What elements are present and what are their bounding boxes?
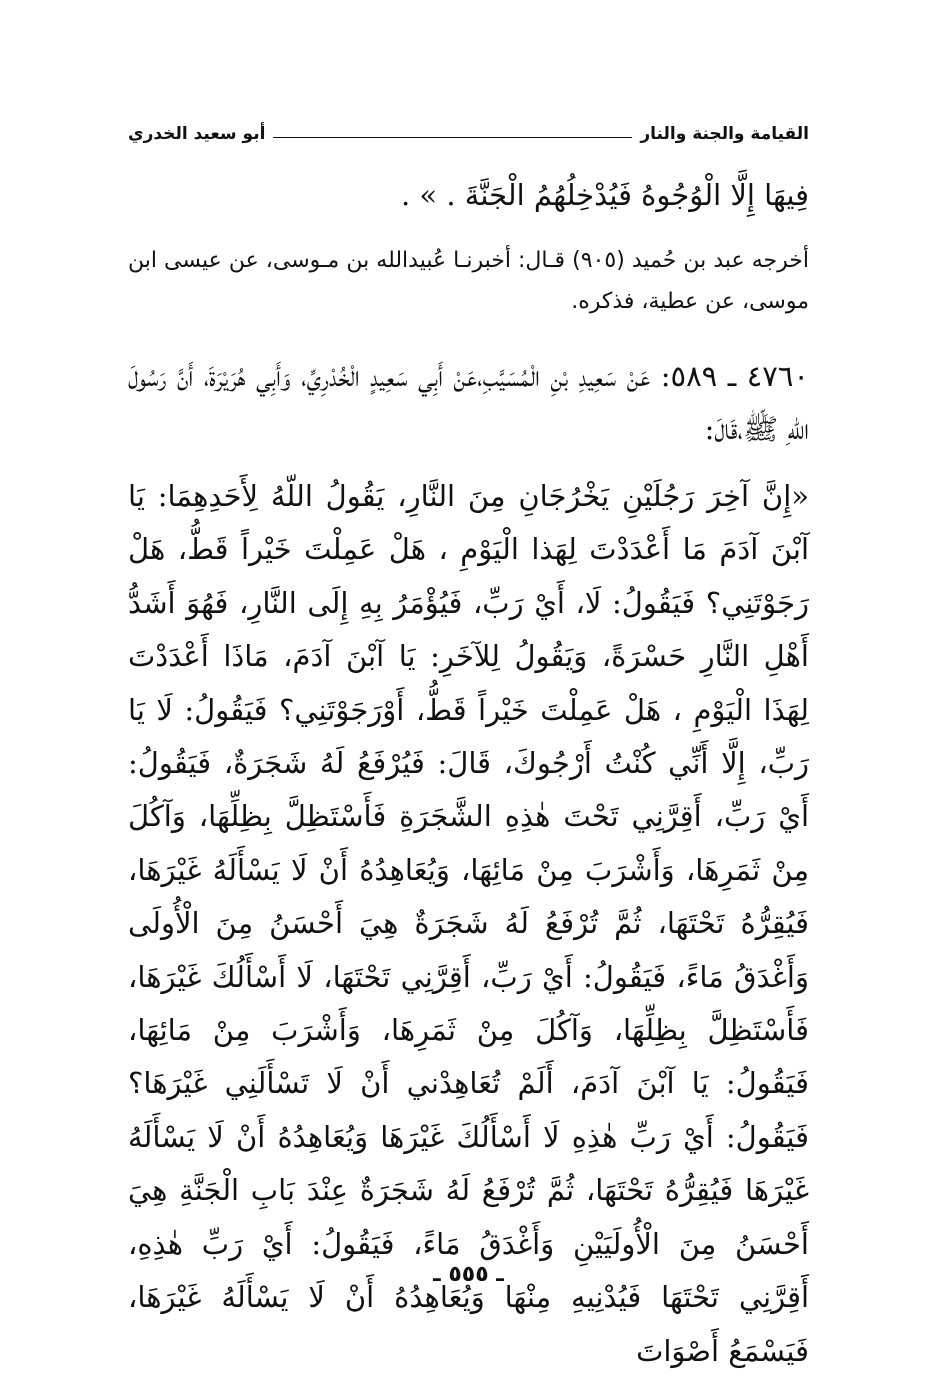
header-narrator: أبو سعيد الخدري xyxy=(128,124,266,144)
header-book-title: القيامة والجنة والنار xyxy=(640,124,809,144)
source-note: أخرجه عبد بن حُميد (٩٠٥) قـال: أخبرنـا عُبيدالله بن مـوسى، عن عيسى ابن موسى، عن عطية، فذكره. xyxy=(128,248,809,314)
previous-hadith-closing: فِيهَا إِلَّا الْوُجُوهُ فَيُدْخِلُهُمُ الْجَنَّةَ . » . xyxy=(400,178,809,212)
hadith-number-isnad: ٤٧٦٠ ـ ٥٨٩: عَنْ سَعِيدِ بْنِ الْمُسَيَّبِ،عَنْ أَبِي سَعِيدٍ الْخُدْرِيِّ، وَأَبِي هُرَيْرَةَ، أَنَّ رَسُولَ اللهِ ﷺ،قَالَ: xyxy=(128,359,809,446)
running-header xyxy=(128,114,809,144)
page-number: ـ ٥٥٥ ـ xyxy=(433,1262,504,1287)
hadith-text: «إِنَّ آخِرَ رَجُلَيْنِ يَخْرُجَانِ مِنَ النَّارِ، يَقُولُ اللّهُ لِأَحَدِهِمَا: يَا آبْنَ آدَمَ مَا أَعْدَدْتَ لِهَذا الْيَوْمِ ، هَلْ عَمِلْتَ خَيْراً قَطُّ، هَلْ رَجَوْتَنِي؟ فَيَقُولُ: لَا، أَيْ رَبِّ، فَيُؤْمَرُ بِهِ إِلَى النَّارِ، فَهُوَ أَشَدُّ أَهْلِ النَّارِ حَسْرَةً، وَيَقُولُ لِلآخَرِ: يَا آبْنَ آدَمَ، مَاذَا أَعْدَدْتَ لِهَذَا الْيَوْمِ ، هَلْ عَمِلْتَ خَيْراً قَطُّ، أَوْرَجَوْتَنِي؟ فَيَقُولُ: لَا يَا رَبِّ، إِلَّا أَنِّي كُنْتُ أَرْجُوكَ، قَالَ: فَيُرْفَعُ لَهُ شَجَرَةٌ، فَيَقُولُ: أَيْ رَبِّ، أَقِرَّنِي تَحْتَ هٰذِهِ الشَّجَرَةِ فَأَسْتَظِلَّ بِظِلِّهَا، وَآكُلَ مِنْ ثَمَرِهَا، وَأَشْرَبَ مِنْ مَائِهَا، وَيُعَاهِدُهُ أَنْ لَا يَسْأَلَهُ غَيْرَهَا، فَيُقِرُّهُ تَحْتَهَا، ثُمَّ تُرْفَعُ لَهُ شَجَرَةٌ هِيَ أَحْسَنُ مِنَ الْأُولَى وَأَغْدَقُ مَاءً، فَيَقُولُ: أَيْ رَبِّ، أَقِرَّنِي تَحْتَهَا، لَا أَسْأَلُكَ غَيْرَهَا، فَأَسْتَظِلَّ بِظِلِّهَا، وَآكُلَ مِنْ ثَمَرِهَا، وَأَشْرَبَ مِنْ مَائِهَا، فَيَقُولُ: يَا آبْنَ آدَمَ، أَلَمْ تُعَاهِدْني أَنْ لَا تَسْأَلَنِي غَيْرَهَا؟ فَيَقُولُ: أَيْ رَبِّ هٰذِهِ لَا أَسْأَلُكَ غَيْرَهَا وَيُعَاهِدُهُ أَنْ لَا يَسْأَلَهُ غَيْرَهَا فَيُقِرُّهُ تَحْتَهَا، ثُمَّ تُرْفَعُ لَهُ شَجَرَةٌ عِنْدَ بَابِ الْجَنَّةِ هِيَ أَحْسَنُ مِنَ الْأُولَيَيْنِ وَأَغْدَقُ مَاءً، فَيَقُولُ: أَيْ رَبِّ هٰذِهِ، أَقِرَّنِي تَحْتَهَا فَيُدْنِيهِ مِنْهَا وَيُعَاهِدُهُ أَنْ لَا يَسْأَلَهُ غَيْرَهَا، فَيَسْمَعُ أَصْوَاتَ xyxy=(128,479,809,1368)
header-rule xyxy=(273,137,632,138)
